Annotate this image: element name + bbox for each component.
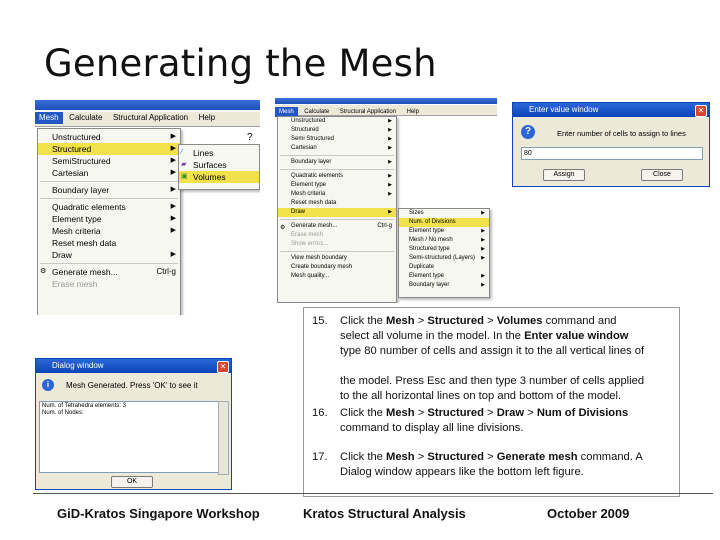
menu2-generate-mesh[interactable]: ⚙ Generate mesh... Ctrl-g [280, 223, 392, 231]
draw-sizes[interactable]: Sizes ▶ [409, 210, 485, 216]
menu-item-draw[interactable]: Draw ▶ [52, 250, 176, 260]
mesh-menu-screenshot [35, 100, 260, 315]
menu2-create-boundary-mesh[interactable]: Create boundary mesh [291, 264, 353, 270]
menu-item-reset-mesh-data[interactable]: Reset mesh data [52, 238, 117, 248]
instruction-line [340, 314, 680, 329]
enter-value-title: Enter value window [513, 103, 709, 117]
instruction-keyword: Structured [427, 407, 484, 419]
instruction-text [340, 314, 680, 404]
instruction-run: Click the [340, 407, 387, 419]
menu-mesh-2[interactable]: Mesh [275, 107, 298, 117]
menu2-unstructured[interactable]: Unstructured ▶ [291, 118, 392, 124]
menu2-mesh-criteria[interactable]: Mesh criteria ▶ [291, 191, 392, 197]
instruction-keyword: Volumes [496, 315, 543, 327]
draw-element-type[interactable]: Element type ▶ [409, 228, 485, 234]
footer-right: October 2009 [547, 506, 630, 521]
menu-item-structured[interactable]: Structured ▶ [38, 143, 180, 155]
instruction-keyword: Mesh [386, 315, 415, 327]
slide-title: Generating the Mesh [44, 42, 437, 85]
menu-item-semistructured[interactable]: SemiStructured ▶ [52, 156, 176, 166]
info-icon: i [42, 379, 54, 391]
mesh-dropdown [37, 128, 181, 315]
menu2-erase-mesh[interactable]: Erase mesh [291, 232, 324, 238]
footer-left: GiD-Kratos Singapore Workshop [57, 506, 260, 521]
cells-input[interactable]: 80 [521, 147, 703, 160]
menu-structural-application[interactable]: Structural Application [112, 113, 189, 122]
question-icon: ? [521, 125, 535, 139]
instruction-run: command and [542, 315, 617, 327]
instruction-line [340, 389, 680, 404]
submenu-item-lines[interactable]: ⁄ Lines [181, 148, 214, 158]
dialog-scrollbar[interactable] [218, 401, 229, 475]
draw-boundary-layer[interactable]: Boundary layer ▶ [409, 282, 485, 288]
instruction-run: the model. Press Esc and then type 3 number of cells applied [340, 375, 645, 387]
menubar [35, 112, 260, 127]
menu-item-cartesian[interactable]: Cartesian ▶ [52, 168, 176, 178]
draw-duplicate[interactable]: Duplicate [409, 264, 435, 270]
ok-button[interactable]: OK [111, 476, 153, 488]
instruction-number: 16. [312, 407, 328, 419]
menu-item-mesh-criteria[interactable]: Mesh criteria ▶ [52, 226, 176, 236]
dialog-line-2: Num. of Nodes: [42, 410, 84, 416]
instruction-run: > [483, 451, 497, 463]
instruction-run: > [483, 407, 497, 419]
menu-item-generate-mesh[interactable]: ⚙ Generate mesh... Ctrl-g [40, 267, 176, 277]
dialog-message: Mesh Generated. Press 'OK' to see it [66, 381, 198, 390]
menu-item-quadratic-elements[interactable]: Quadratic elements ▶ [52, 202, 176, 212]
menu-item-element-type[interactable]: Element type ▶ [52, 214, 176, 224]
menu2-mesh-quality[interactable]: Mesh quality... [291, 273, 330, 279]
instruction-run: Dialog window appears like the bottom left figure. [340, 466, 584, 478]
dialog-close-icon[interactable]: ✕ [217, 361, 229, 373]
enter-value-prompt: Enter number of cells to assign to lines [557, 129, 686, 138]
close-button[interactable]: Close [641, 169, 683, 181]
menu2-element-type[interactable]: Element type ▶ [291, 182, 392, 188]
instruction-run: to the all horizontal lines on top and bottom of the model. [340, 390, 622, 402]
menu-help-2[interactable]: Help [406, 109, 419, 115]
menu2-view-mesh-boundary[interactable]: View mesh boundary [291, 255, 347, 261]
submenu-item-volumes[interactable]: ▣ Volumes [179, 171, 259, 183]
enter-value-window [512, 102, 710, 187]
instruction-number: 17. [312, 451, 328, 463]
draw-num-of-divisions[interactable]: Num. of Divisions [399, 218, 489, 227]
instruction-line [340, 359, 680, 374]
menu2-cartesian[interactable]: Cartesian ▶ [291, 145, 392, 151]
instruction-keyword: Generate mesh [496, 451, 578, 463]
instruction-keyword: Structured [427, 315, 484, 327]
instruction-text [340, 406, 680, 436]
dialog-line-1: Num. of Tetrahedra elements: 3 [42, 403, 126, 409]
menu2-structured[interactable]: Structured ▶ [291, 127, 392, 133]
volumes-icon: ▣ [181, 173, 188, 180]
draw-menu-screenshot [275, 98, 497, 303]
instruction-run: > [524, 407, 537, 419]
instruction-keyword: Structured [427, 451, 484, 463]
instruction-line [340, 329, 680, 344]
menu-item-boundary-layer[interactable]: Boundary layer ▶ [52, 185, 176, 195]
instruction-number: 15. [312, 315, 328, 327]
instruction-run: command to display all line divisions. [340, 422, 524, 434]
instruction-line [340, 450, 680, 465]
menu2-show-errors[interactable]: Show errors... [291, 241, 329, 247]
dialog-window [35, 358, 232, 490]
draw-element-type-2[interactable]: Element type ▶ [409, 273, 485, 279]
instruction-keyword: Mesh [386, 407, 415, 419]
menu2-quadratic-elements[interactable]: Quadratic elements ▶ [291, 173, 392, 179]
submenu-item-surfaces[interactable]: ▰ Surfaces [181, 160, 227, 170]
instruction-line [340, 344, 680, 359]
draw-submenu [398, 208, 490, 298]
instruction-line [340, 465, 680, 480]
menu-calculate[interactable]: Calculate [69, 113, 103, 122]
close-icon[interactable]: ✕ [695, 105, 707, 117]
instruction-run: command. A [577, 451, 643, 463]
instruction-run: Click the [340, 315, 387, 327]
lines-icon: ⁄ [181, 149, 183, 156]
menu-calculate-2[interactable]: Calculate [304, 109, 330, 115]
menu2-draw[interactable]: Draw ▶ [278, 208, 396, 217]
assign-button[interactable]: Assign [543, 169, 585, 181]
draw-mesh-no-mesh[interactable]: Mesh / No mesh ▶ [409, 237, 485, 243]
menu-item-erase-mesh[interactable]: Erase mesh [52, 279, 98, 289]
footer-divider [33, 493, 713, 494]
help-icon[interactable]: ? [247, 132, 253, 143]
instruction-keyword: Enter value window [524, 330, 629, 342]
instruction-run: > [483, 315, 497, 327]
instruction-line [340, 374, 680, 389]
structured-submenu [178, 144, 260, 190]
mesh-icon-2: ⚙ [280, 225, 286, 231]
instruction-line [340, 406, 680, 421]
instruction-line [340, 421, 680, 436]
surfaces-icon: ▰ [181, 161, 187, 168]
menu-item-unstructured[interactable]: Unstructured ▶ [52, 132, 176, 142]
instruction-run: select all volume in the model. In the [340, 330, 525, 342]
footer-center: Kratos Structural Analysis [303, 506, 466, 521]
instruction-text [340, 450, 680, 480]
menu2-reset-mesh-data[interactable]: Reset mesh data [291, 200, 337, 206]
instruction-run: > [414, 407, 428, 419]
menu2-semi-structured[interactable]: Semi Structured ▶ [291, 136, 392, 142]
menu-help[interactable]: Help [198, 113, 216, 122]
instruction-run: Click the [340, 451, 387, 463]
dialog-text-area [39, 401, 219, 473]
mesh-icon: ⚙ [40, 268, 47, 275]
draw-structured-type[interactable]: Structured type ▶ [409, 246, 485, 252]
draw-semi-structured[interactable]: Semi-structured (Layers) ▶ [409, 255, 485, 261]
menu2-boundary-layer[interactable]: Boundary layer ▶ [291, 159, 392, 165]
instruction-keyword: Draw [496, 407, 525, 419]
menu-structural-application-2[interactable]: Structural Application [339, 109, 397, 115]
mesh-dropdown-2 [277, 116, 397, 303]
instruction-run: > [414, 315, 428, 327]
menu-mesh[interactable]: Mesh [35, 112, 63, 124]
menubar-2 [275, 105, 497, 116]
instruction-keyword: Mesh [386, 451, 415, 463]
instruction-run: type 80 number of cells and assign it to the all vertical lines of [340, 345, 645, 357]
instruction-run: > [414, 451, 428, 463]
dialog-window-title: Dialog window [36, 359, 231, 373]
instruction-keyword: Num of Divisions [536, 407, 629, 419]
